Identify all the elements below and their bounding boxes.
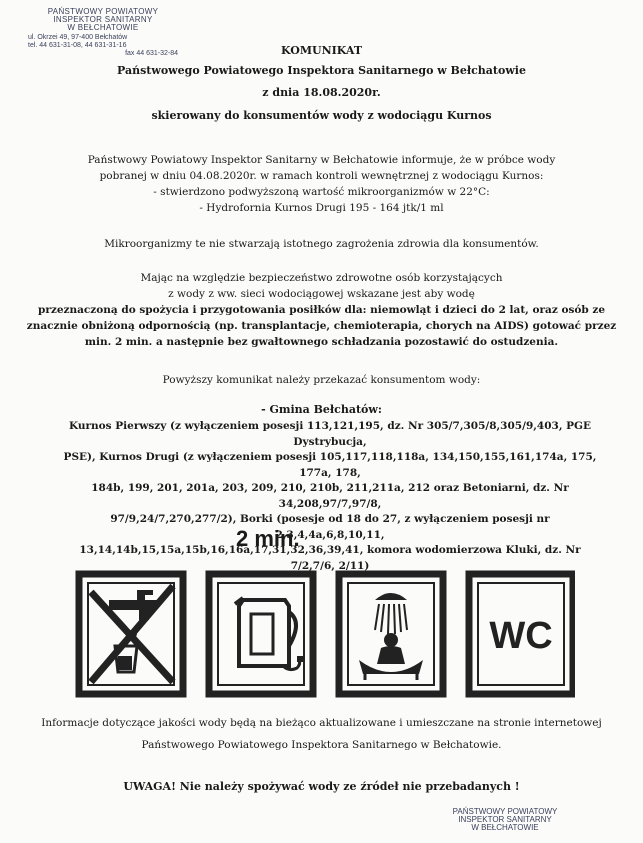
issue-date: z dnia 18.08.2020r. <box>262 86 381 99</box>
stamp-top-line3: W BEŁCHATOWIE <box>67 23 139 32</box>
stamp-top-fax: fax 44 631-32-84 <box>125 50 178 58</box>
bold-line: przeznaczoną do spożycia i przygotowania posiłków dla: niemowląt i dzieci do 2 lat, oraz osób ze <box>38 304 605 316</box>
issuer: Państwowego Powiatowego Inspektora Sanitarnego w Bełchatowie <box>117 64 526 77</box>
shower-icon <box>339 574 443 694</box>
gmina-line: Kurnos Pierwszy (z wyłączeniem posesji 113,121,195, dz. Nr 305/7,305/8,305/9,403, PGE Dystrybucja, <box>68 420 591 448</box>
pass-on-note: Powyższy komunikat należy przekazać konsumentom wody: <box>162 374 481 386</box>
pictogram-row <box>75 570 575 698</box>
bold-line: min. 2 min. a następnie bez gwałtownego schładzania pozostawić do ostudzenia. <box>84 336 559 348</box>
wc-icon <box>469 574 573 694</box>
inform-line: Państwowy Powiatowy Inspektor Sanitarny w Bełchatowie informuje, że w próbce wody <box>87 154 556 166</box>
microorganisms-note: Mikroorganizmy te nie stwarzają istotnego zagrożenia zdrowia dla konsumentów. <box>104 238 539 250</box>
wc-text: WC <box>489 615 553 657</box>
document-title: KOMUNIKAT <box>280 44 363 57</box>
gmina-line: 184b, 199, 201, 201a, 203, 209, 210, 210b, 211,211a, 212 oraz Betoniarni, dz. Nr 34,208,97/7,97/8, <box>91 482 569 510</box>
stamp-top-line2: INSPEKTOR SANITARNY <box>53 15 153 24</box>
inform-line: - stwierdzono podwyższoną wartość mikroorganizmów w 22°C: <box>153 186 490 198</box>
stamp-bottom-line2: INSPEKTOR SANITARNY <box>458 815 552 824</box>
inform-paragraph <box>0 152 643 216</box>
consider-paragraph <box>0 270 643 350</box>
stamp-bottom-line3: W BEŁCHATOWIE <box>471 823 539 832</box>
two-min-label: 2 min. <box>236 526 300 551</box>
stamp-top-phone: tel. 44 631-31-08, 44 631-31-16 <box>28 42 127 50</box>
stamp-top-line1: PAŃSTWOWY POWIATOWY <box>47 7 159 16</box>
consider-line: z wody z ww. sieci wodociągowej wskazane jest aby wodę <box>168 288 475 300</box>
gmina-title: - Gmina Bełchatów: <box>261 403 382 416</box>
kettle-icon <box>209 574 313 694</box>
pictograms-svg <box>75 570 575 698</box>
stamp-bottom-line1: PAŃSTWOWY POWIATOWY <box>452 807 558 816</box>
info-paragraph <box>0 712 643 756</box>
gmina-list <box>60 419 600 574</box>
no-tap-water-icon <box>79 574 183 694</box>
gmina-line: PSE), Kurnos Drugi (z wyłączeniem posesji 105,117,118,118a, 134,150,155,161,174a, 175, 177a, 178, <box>63 451 597 479</box>
info-line: Państwowego Powiatowego Inspektora Sanitarnego w Bełchatowie. <box>141 739 502 751</box>
info-line: Informacje dotyczące jakości wody będą na bieżąco aktualizowane i umieszczane na stronie internetowej <box>41 717 602 729</box>
inform-line: pobranej w dniu 04.08.2020r. w ramach kontroli wewnętrznej z wodociągu Kurnos: <box>99 170 544 182</box>
gmina-line: 97/9,24/7,270,277/2), Borki (posesje od 18 do 27, z wyłączeniem posesji nr 2,3,4,4a,6,8,10,11, <box>110 513 550 541</box>
warning: UWAGA! Nie należy spożywać wody ze źródeł nie przebadanych ! <box>123 780 520 793</box>
consider-line: Mając na względzie bezpieczeństwo zdrowotne osób korzystających <box>140 272 503 284</box>
stamp-top-address: ul. Okrzei 49, 97-400 Bełchatów <box>28 34 128 41</box>
addressee: skierowany do konsumentów wody z wodociągu Kurnos <box>151 109 492 122</box>
gmina-line: 13,14,14b,15,15a,15b,16,16a,17,31,32,36,39,41, komora wodomierzowa Kluki, dz. Nr 7/2,7/6, 2/11) <box>79 544 581 572</box>
bold-line: znacznie obniżoną odpornością (np. transplantacje, chemioterapia, chorych na AIDS) gotować przez <box>26 320 617 332</box>
stamp-bottom <box>440 808 570 832</box>
inform-line: - Hydrofornia Kurnos Drugi 195 - 164 jtk/1 ml <box>199 202 444 214</box>
